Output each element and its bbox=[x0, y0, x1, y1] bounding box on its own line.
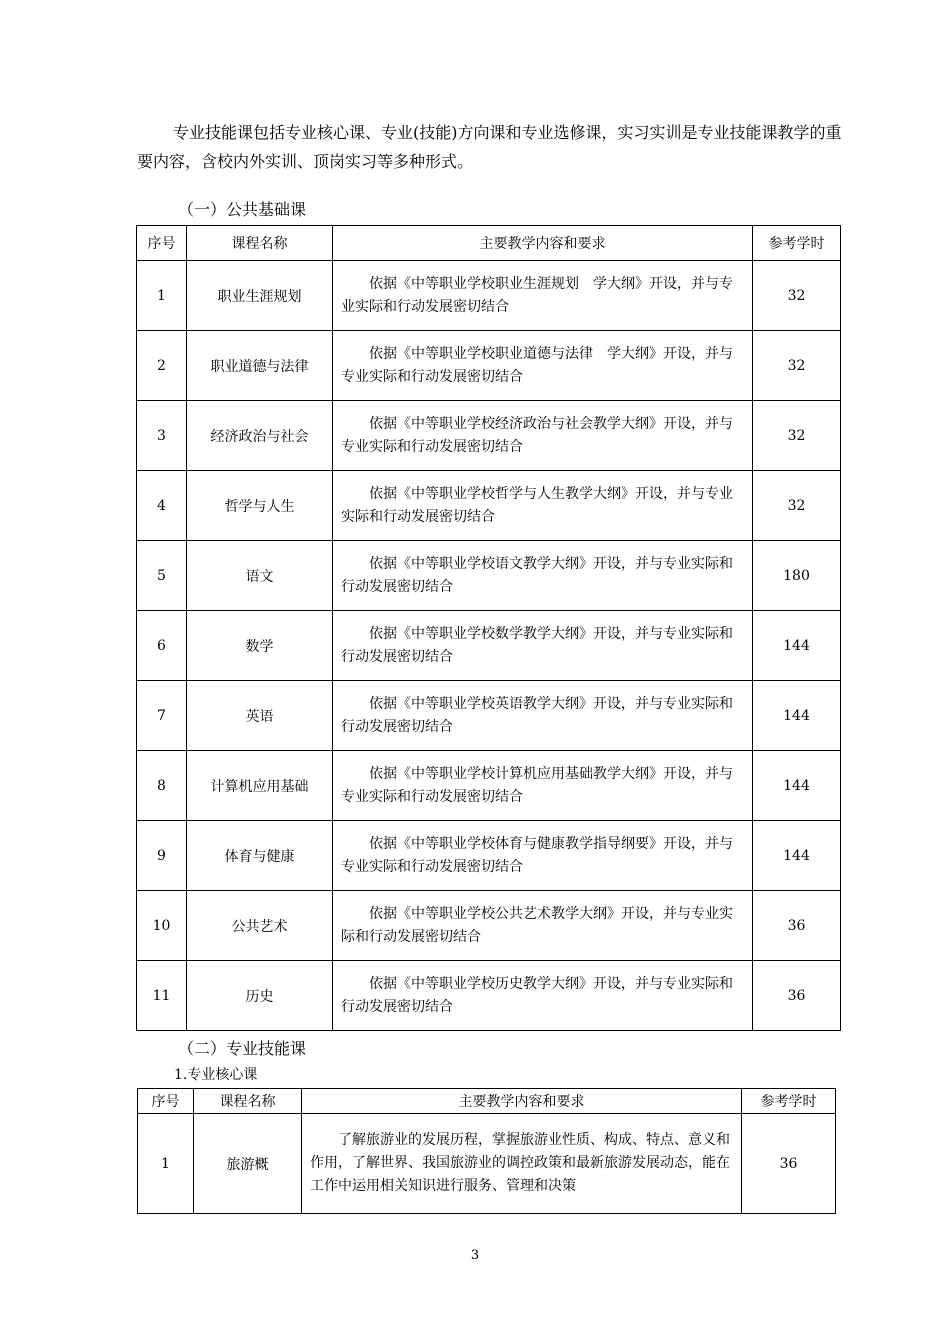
table-row bbox=[138, 1114, 836, 1214]
row-hours: 32 bbox=[753, 401, 841, 471]
row-content: 依据《中等职业学校计算机应用基础教学大纲》开设，并与专业实际和行动发展密切结合 bbox=[333, 751, 753, 821]
row-no: 8 bbox=[137, 751, 187, 821]
row-content: 依据《中等职业学校职业道德与法律 学大纲》开设，并与专业实际和行动发展密切结合 bbox=[333, 331, 753, 401]
public-basic-course-table bbox=[136, 225, 841, 1031]
subsection-heading-core-courses: 1.专业核心课 bbox=[174, 1067, 258, 1083]
row-hours: 32 bbox=[753, 471, 841, 541]
header-content: 主要教学内容和要求 bbox=[302, 1089, 742, 1114]
table-row bbox=[137, 261, 841, 331]
section-heading-professional-skills: （二）专业技能课 bbox=[178, 1039, 307, 1058]
row-no: 5 bbox=[137, 541, 187, 611]
row-content: 依据《中等职业学校数学教学大纲》开设，并与专业实际和行动发展密切结合 bbox=[333, 611, 753, 681]
header-course-name: 课程名称 bbox=[187, 226, 333, 261]
row-course-name: 职业道德与法律 bbox=[187, 331, 333, 401]
row-content: 依据《中等职业学校职业生涯规划 学大纲》开设，并与专业实际和行动发展密切结合 bbox=[333, 261, 753, 331]
row-content: 依据《中等职业学校公共艺术教学大纲》开设，并与专业实际和行动发展密切结合 bbox=[333, 891, 753, 961]
row-course-name: 数学 bbox=[187, 611, 333, 681]
row-course-name: 职业生涯规划 bbox=[187, 261, 333, 331]
table-row bbox=[137, 681, 841, 751]
table-header-row bbox=[138, 1089, 836, 1114]
row-hours: 32 bbox=[753, 331, 841, 401]
row-course-name: 历史 bbox=[187, 961, 333, 1031]
row-hours: 144 bbox=[753, 611, 841, 681]
header-no: 序号 bbox=[138, 1089, 194, 1114]
table-header-row bbox=[137, 226, 841, 261]
table-row bbox=[137, 471, 841, 541]
page-number: 3 bbox=[470, 1248, 480, 1263]
row-no: 6 bbox=[137, 611, 187, 681]
core-course-table bbox=[137, 1088, 836, 1214]
section-heading-public-basic: （一）公共基础课 bbox=[178, 200, 307, 219]
intro-paragraph: 专业技能课包括专业核心课、专业(技能)方向课和专业选修课，实习实训是专业技能课教学的重要内容，含校内外实训、顶岗实习等多种形式。 bbox=[137, 123, 842, 171]
table-row bbox=[137, 821, 841, 891]
header-hours: 参考学时 bbox=[742, 1089, 836, 1114]
row-hours: 180 bbox=[753, 541, 841, 611]
row-content: 依据《中等职业学校英语教学大纲》开设，并与专业实际和行动发展密切结合 bbox=[333, 681, 753, 751]
table-row bbox=[137, 401, 841, 471]
row-no: 9 bbox=[137, 821, 187, 891]
row-course-name: 体育与健康 bbox=[187, 821, 333, 891]
row-content: 依据《中等职业学校哲学与人生教学大纲》开设，并与专业实际和行动发展密切结合 bbox=[333, 471, 753, 541]
header-course-name: 课程名称 bbox=[194, 1089, 302, 1114]
row-no: 3 bbox=[137, 401, 187, 471]
row-hours: 36 bbox=[753, 961, 841, 1031]
row-course-name: 公共艺术 bbox=[187, 891, 333, 961]
table-row bbox=[137, 541, 841, 611]
row-hours: 32 bbox=[753, 261, 841, 331]
row-content: 依据《中等职业学校体育与健康教学指导纲要》开设，并与专业实际和行动发展密切结合 bbox=[333, 821, 753, 891]
row-content: 依据《中等职业学校历史教学大纲》开设，并与专业实际和行动发展密切结合 bbox=[333, 961, 753, 1031]
row-no: 10 bbox=[137, 891, 187, 961]
row-no: 1 bbox=[137, 261, 187, 331]
row-hours: 144 bbox=[753, 751, 841, 821]
header-content: 主要教学内容和要求 bbox=[333, 226, 753, 261]
row-no: 2 bbox=[137, 331, 187, 401]
table-row bbox=[137, 891, 841, 961]
row-content: 依据《中等职业学校语文教学大纲》开设，并与专业实际和行动发展密切结合 bbox=[333, 541, 753, 611]
row-course-name: 旅游概 bbox=[194, 1114, 302, 1214]
table-row bbox=[137, 751, 841, 821]
row-no: 1 bbox=[138, 1114, 194, 1214]
header-no: 序号 bbox=[137, 226, 187, 261]
row-hours: 144 bbox=[753, 681, 841, 751]
table-row bbox=[137, 961, 841, 1031]
row-course-name: 经济政治与社会 bbox=[187, 401, 333, 471]
row-no: 11 bbox=[137, 961, 187, 1031]
row-hours: 36 bbox=[742, 1114, 836, 1214]
table-row bbox=[137, 611, 841, 681]
row-content: 依据《中等职业学校经济政治与社会教学大纲》开设，并与专业实际和行动发展密切结合 bbox=[333, 401, 753, 471]
row-no: 4 bbox=[137, 471, 187, 541]
row-hours: 144 bbox=[753, 821, 841, 891]
header-hours: 参考学时 bbox=[753, 226, 841, 261]
row-course-name: 计算机应用基础 bbox=[187, 751, 333, 821]
row-no: 7 bbox=[137, 681, 187, 751]
row-course-name: 哲学与人生 bbox=[187, 471, 333, 541]
table-row bbox=[137, 331, 841, 401]
row-course-name: 语文 bbox=[187, 541, 333, 611]
row-content: 了解旅游业的发展历程，掌握旅游业性质、构成、特点、意义和作用，了解世界、我国旅游业的调控政策和最新旅游发展动态，能在工作中运用相关知识进行服务、管理和决策 bbox=[302, 1114, 742, 1214]
row-course-name: 英语 bbox=[187, 681, 333, 751]
row-hours: 36 bbox=[753, 891, 841, 961]
